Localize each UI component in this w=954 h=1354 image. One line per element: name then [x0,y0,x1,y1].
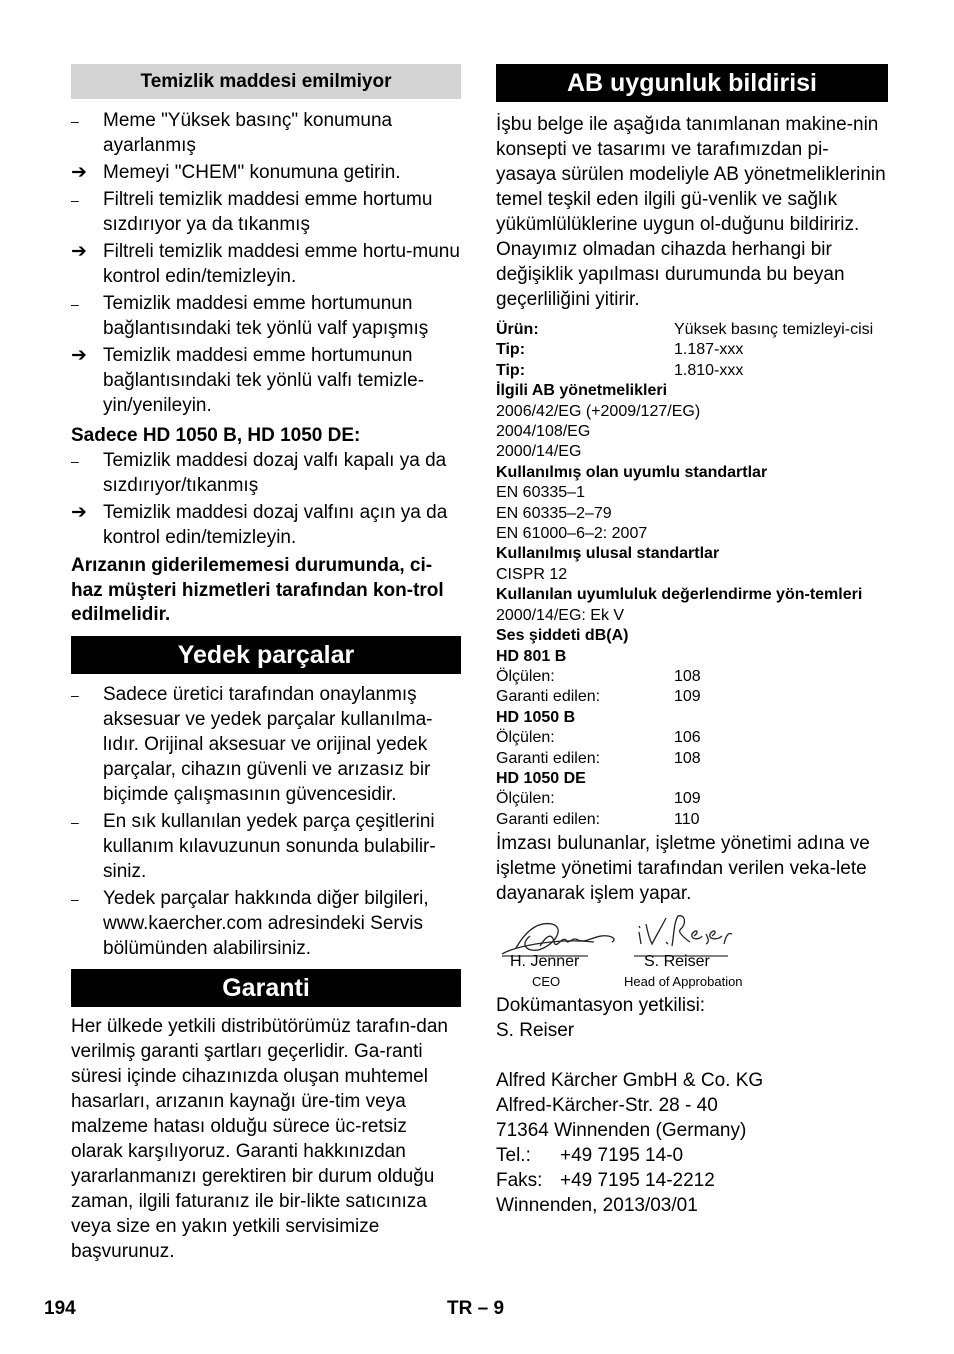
sound-row: Ölçülen: 108 [496,667,701,685]
right-column [496,64,888,1218]
list-item-text: Filtreli temizlik maddesi emme hortu-munu kontrol edin/temizleyin. [103,241,460,287]
signatory-text: İmzası bulunanlar, işletme yönetimi adına ve işletme yönetimi tarafından verilen veka-lete dayanarak işlem yapar. [496,833,870,905]
list-item-text: Yedek parçalar hakkında diğer bilgileri, www.kaercher.com adresindeki Servis bölümünden alabilirsiniz. [103,887,429,959]
type-row-2: Tip: 1.810-xxx [496,361,744,379]
signature-reiser [639,916,732,946]
signature-jenner [502,924,614,954]
arrow-right-icon: ➔ [71,241,87,262]
list-item [71,187,461,237]
list-item-text: Temizlik maddesi dozaj valfı kapalı ya da sızdırıyor/tıkanmış [103,450,447,496]
section-heading-ec-declaration: AB uygunluk bildirisi [496,64,888,102]
sig2-name: S. Reiser [644,953,710,971]
sound-row: Ölçülen: 106 [496,729,701,747]
sig2-role: Head of Approbation [624,974,743,990]
warranty-text: Her ülkede yetkili distribütörümüz tarafın-dan verilmiş garanti şartları geçerlidir. Ga-ranti süresi içinde cihazınızda oluşan muhtemel hasarları, arızanın kaynağı üre-tim veya malzeme hatası olduğu sürece üc-retsiz olarak karşılıyoruz. Garanti hakkınızdan yararlanmanızı gerektiren bir durum olduğu zaman, ilgili faturanız ile bir-likte satıcınıza veya size en yakın yetkili servisimize başvurunuz. [71,1015,449,1262]
spec-line: 2004/108/EG [496,423,591,441]
dash-bullet: – [71,296,79,312]
section-heading-suction: Temizlik maddesi emilmiyor [71,64,461,99]
directives-list [496,402,888,463]
troubleshooting-list [71,108,461,418]
spec-line: EN 60335–2–79 [496,504,612,522]
list-item-text: Filtreli temizlik maddesi emme hortumu sızdırıyor ya da tıkanmış [103,189,433,235]
section-heading-spare-parts: Yedek parçalar [71,636,461,674]
conformity-value: 2000/14/EG: Ek V [496,606,625,624]
type-row-1: Tip: 1.187-xxx [496,341,744,359]
list-item-text: Sadece üretici tarafından onaylanmış aksesuar ve yedek parçalar kullanılma-lıdır. Orijinal aksesuar ve orijinal yedek parçalar, cihazın güvenli ve arızasız bir biçimde çalışmasının güvencesidir. [103,683,433,805]
list-item [71,343,461,418]
models-subheading: Sadece HD 1050 B, HD 1050 DE: [71,425,361,446]
list-item [71,448,461,498]
dash-bullet: – [71,192,79,208]
list-item-text: Temizlik maddesi dozaj valfını açın ya da kontrol edin/temizleyin. [103,502,448,548]
section-heading-warranty: Garanti [71,969,461,1007]
list-item-text: Meme "Yüksek basınç" konumuna ayarlanmış [103,110,393,156]
list-item [71,291,461,341]
product-row: Ürün: Yüksek basınç temizleyi-cisi [496,321,874,338]
spec-line: 2006/42/EG (+2009/127/EG) [496,402,701,420]
spare-parts-list [71,682,461,961]
fax-row: Faks: +49 7195 14-2212 [496,1170,715,1192]
doc-label: Dokümantasyon yetkilisi: [496,995,706,1017]
sig1-name: H. Jenner [510,953,580,971]
troubleshooting-list-2 [71,448,461,550]
conformity-label: Kullanılan uyumluluk değerlendirme yön-temleri [496,586,863,604]
list-item-text: Memeyi "CHEM" konumuna getirin. [103,162,401,183]
spec-line: EN 61000–6–2: 2007 [496,525,648,543]
section-page: TR – 9 [447,1298,505,1319]
company-street: Alfred-Kärcher-Str. 28 - 40 [496,1095,718,1117]
doc-name: S. Reiser [496,1020,575,1042]
directives-label: İlgili AB yönetmelikleri [496,382,668,400]
arrow-right-icon: ➔ [71,162,87,183]
arrow-right-icon: ➔ [71,345,87,366]
company-city: 71364 Winnenden (Germany) [496,1120,747,1142]
model-name: HD 1050 DE [496,769,586,787]
dash-bullet: – [71,813,79,830]
harmonized-label: Kullanılmış olan uyumlu standartlar [496,463,768,481]
sound-row: Garanti edilen: 108 [496,749,701,767]
list-item-text: En sık kullanılan yedek parça çeşitlerini kullanım kılavuzunun sonunda bulabilir-siniz. [103,810,436,882]
place-date: Winnenden, 2013/03/01 [496,1195,698,1217]
model-name: HD 1050 B [496,708,576,726]
list-item [71,500,461,550]
declaration-specs [496,320,888,830]
national-label: Kullanılmış ulusal standartlar [496,545,720,563]
sig1-role: CEO [532,974,561,990]
spec-line: 2000/14/EG [496,443,582,461]
page-number: 194 [44,1298,76,1319]
list-item-text: Temizlik maddesi emme hortumunun bağlantısındaki tek yönlü valfı temizle-yin/yenileyin. [103,345,425,416]
national-list [496,565,888,585]
dash-bullet: – [71,113,79,129]
dash-bullet: – [71,890,79,907]
list-item-text: Temizlik maddesi emme hortumunun bağlantısındaki tek yönlü valf yapışmış [103,293,429,339]
model-name: HD 801 B [496,647,567,665]
list-item [71,108,461,158]
list-item [71,160,461,185]
left-column [71,64,461,1264]
company-name: Alfred Kärcher GmbH & Co. KG [496,1070,764,1092]
harmonized-list [496,483,888,544]
sound-label: Ses şiddeti dB(A) [496,627,629,645]
declaration-intro: İşbu belge ile aşağıda tanımlanan makine-nin konsepti ve tasarımı ve tarafımızdan pi-yasaya sürülen modeliyle AB yönetmeliklerinin temel teşkil eden ilgili gü-venlik ve sağlık yükümlülüklerine uygun ol-duğunu bildiririz. Onayımız olmadan cihazda herhangi bir değişiklik yapılması durumunda bu beyan geçerliliğini yitirir. [496,114,886,310]
dash-bullet: – [71,686,79,703]
signatures [496,906,888,1006]
list-item [71,809,461,884]
sound-row: Garanti edilen: 109 [496,688,701,706]
dash-bullet: – [71,453,79,469]
spec-line: CISPR 12 [496,565,568,583]
blank-line [496,1043,888,1068]
list-item [71,886,461,961]
service-note: Arızanın giderilememesi durumunda, ci-haz müşteri hizmetleri tarafından kon-trol edilmelidir. [71,555,444,625]
arrow-right-icon: ➔ [71,502,87,523]
list-item [71,682,461,807]
sound-row: Garanti edilen: 110 [496,810,700,828]
tel-row: Tel.: +49 7195 14-0 [496,1145,684,1167]
spec-line: EN 60335–1 [496,484,585,502]
sound-row: Ölçülen: 109 [496,790,701,808]
list-item [71,239,461,289]
sound-levels [496,647,888,831]
